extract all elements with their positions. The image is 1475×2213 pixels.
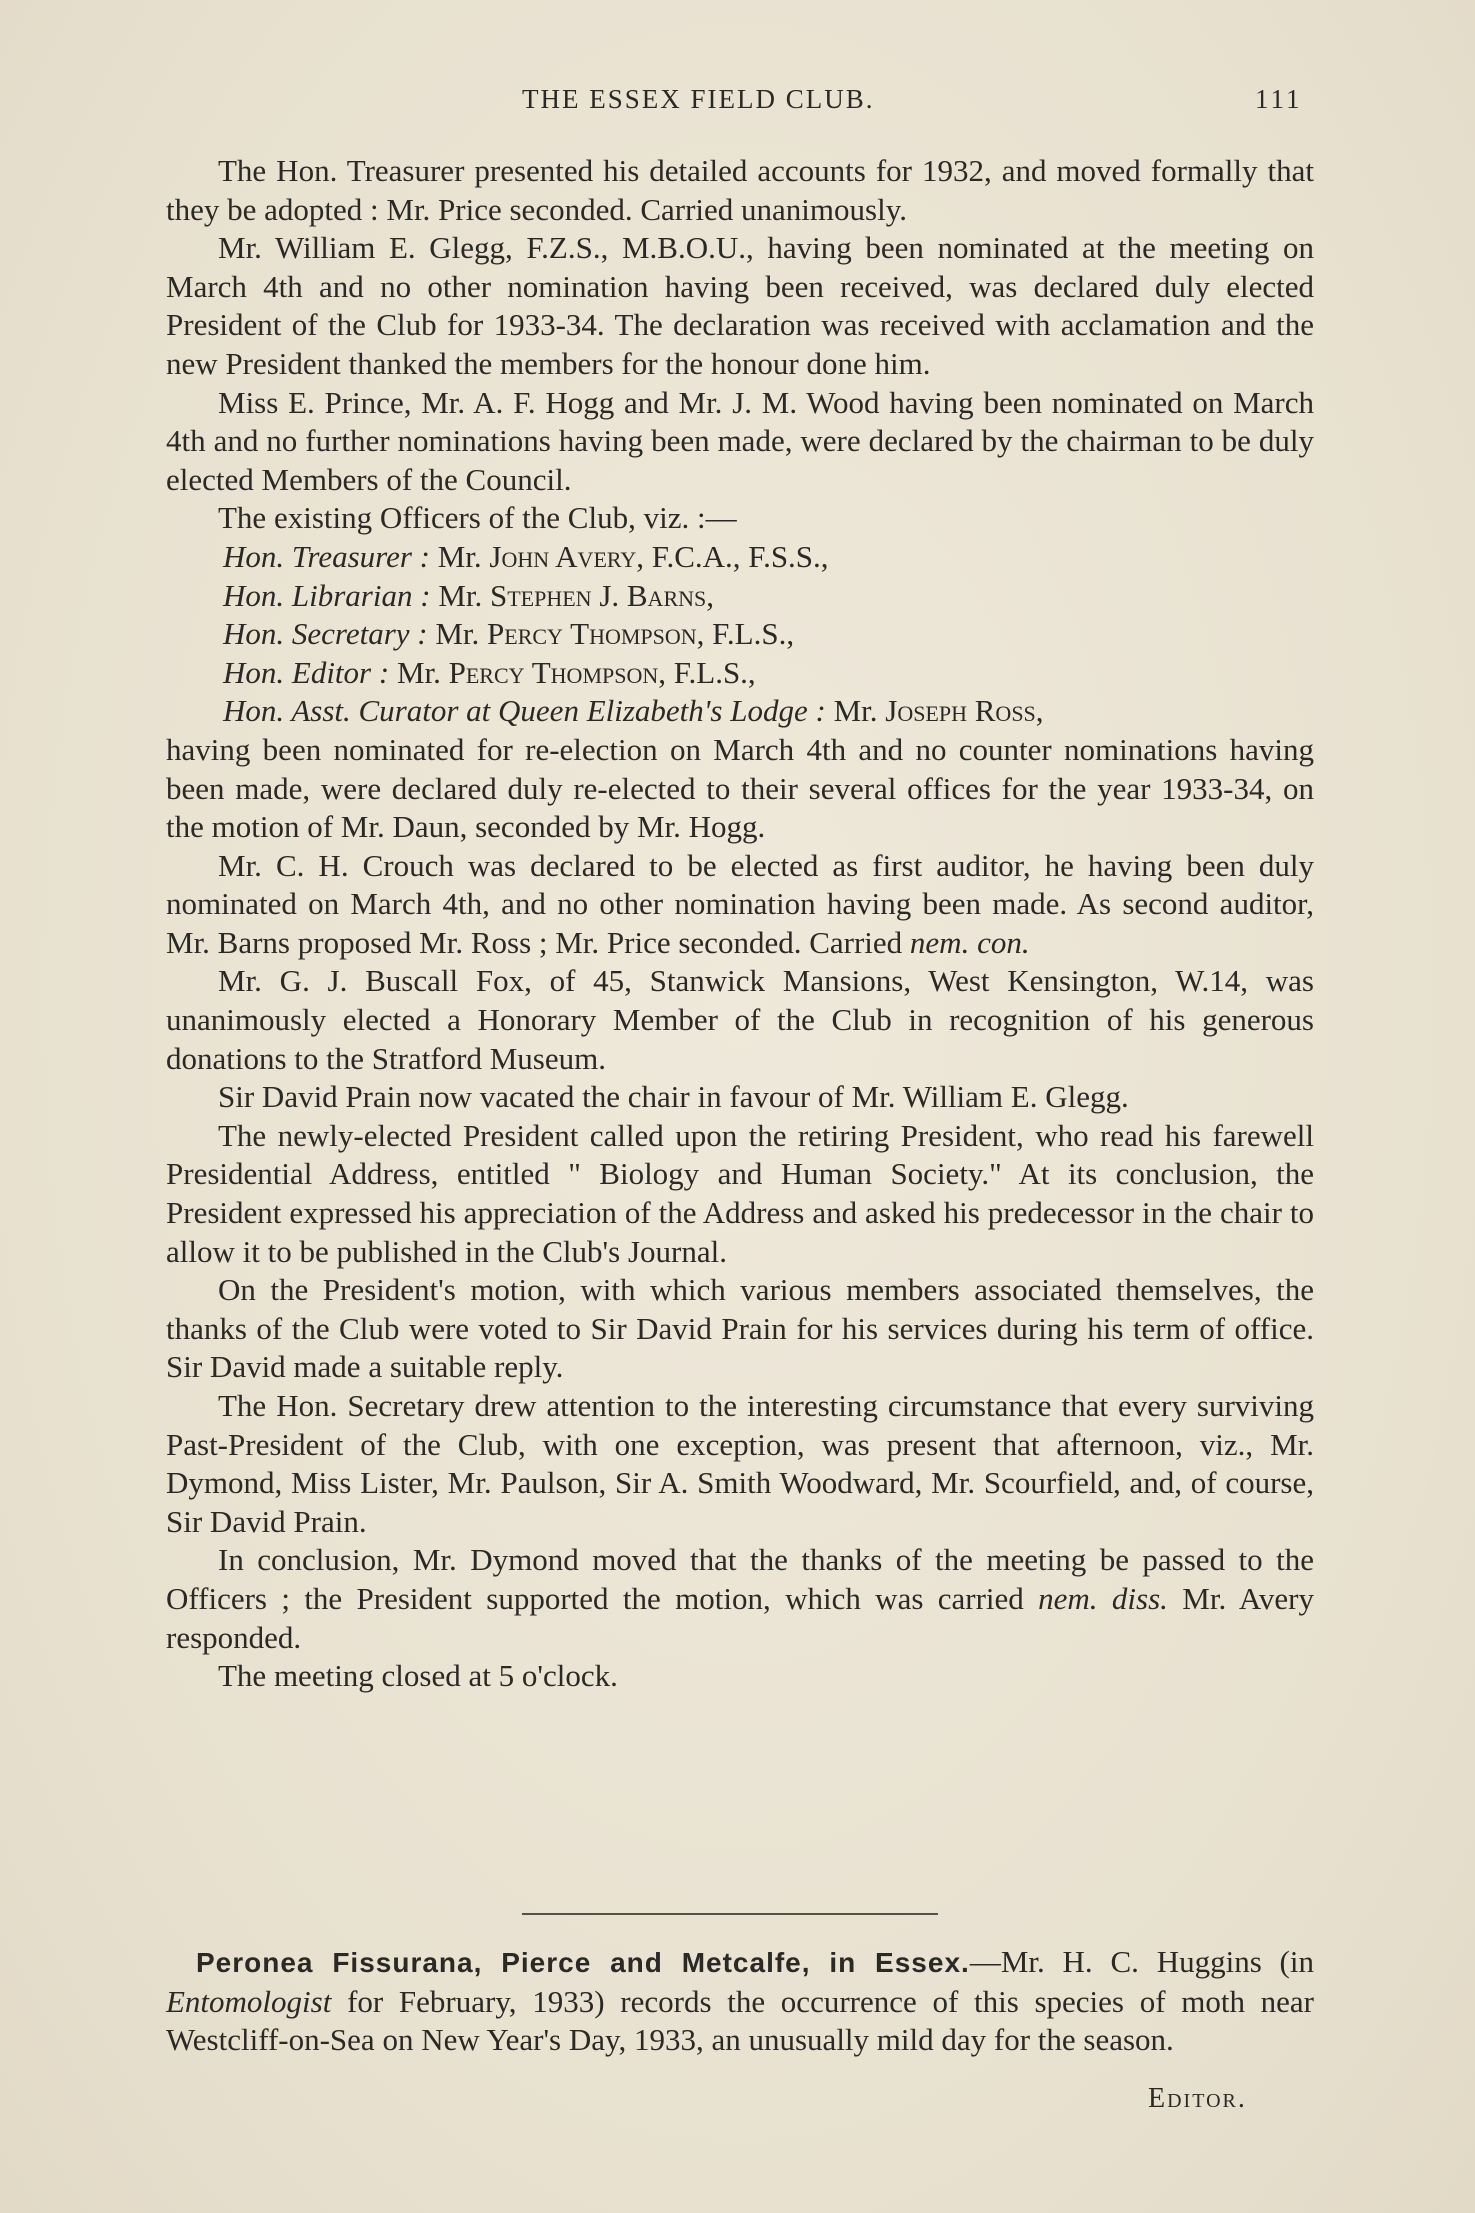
officer-role: Hon. Asst. Curator at Queen Elizabeth's Lodge : [223, 693, 826, 729]
officer-name: John Avery [489, 538, 637, 574]
officer-role: Hon. Librarian : [223, 577, 431, 613]
paragraph-thanks: On the President's motion, with which various members associated themselves, the thanks of the Club were voted to Sir David Prain for his services during his term of office. Sir David made a suitable reply. [166, 1272, 1314, 1385]
officer-line [166, 654, 1314, 693]
conclusion-tail: Mr. Avery responded. [166, 1580, 1315, 1655]
note-title: Peronea Fissurana, Pierce and Metcalfe, in Essex. [196, 1947, 970, 1978]
paragraph-president-election: Mr. William E. Glegg, F.Z.S., M.B.O.U., having been nominated at the meeting on March 4th and no other nomination having been received, was declared duly elected President of the Club for 1933-34. The declaration was received with acclamation and the new President thanked the members for the honour done him. [166, 230, 1314, 381]
running-title: THE ESSEX FIELD CLUB. [522, 84, 875, 114]
paragraph-chair-change: Sir David Prain now vacated the chair in favour of Mr. William E. Glegg. [218, 1079, 1129, 1115]
section-divider [522, 1913, 938, 1915]
page-number: 111 [1255, 84, 1303, 114]
auditors-latin: nem. con. [909, 924, 1030, 960]
officer-line [166, 538, 1314, 577]
editor-signature: Editor. [1148, 2083, 1247, 2114]
paragraph-closing: The meeting closed at 5 o'clock. [218, 1658, 618, 1694]
officer-name: Joseph Ross [885, 693, 1036, 729]
paragraph-conclusion [166, 1541, 1314, 1657]
conclusion-latin: nem. diss. [1038, 1580, 1168, 1616]
officer-title: Mr. [833, 693, 878, 729]
officer-title: Mr. [438, 577, 483, 613]
officer-title: Mr. [396, 654, 441, 690]
auditors-text: Mr. C. H. Crouch was declared to be elected as first auditor, he having been duly nominated on March 4th, and no other nomination having been made. As second auditor, Mr. Barns proposed Mr. Ross ; Mr. Price seconded. Carried [166, 847, 1314, 960]
officer-line [166, 577, 1314, 616]
officer-role: Hon. Secretary : [223, 616, 428, 652]
officer-name: Percy Thompson [448, 654, 659, 690]
paragraph-auditors [166, 847, 1314, 963]
species-note [166, 1943, 1314, 2060]
officer-suffix: , [1035, 693, 1044, 729]
officer-suffix: , [706, 577, 714, 613]
note-paragraph [166, 1943, 1314, 2060]
officer-title: Mr. [435, 616, 480, 652]
officer-suffix: , F.L.S., [696, 616, 795, 652]
paragraph-presidential-address: The newly-elected President called upon the retiring President, who read his farewell Presidential Address, entitled " Biology and Human Society." At its conclusion, the President expressed his appreciation of the Address and asked his predecessor in the chair to allow it to be published in the Club's Journal. [166, 1117, 1314, 1269]
officer-name: Percy Thompson [487, 616, 697, 652]
officer-title: Mr. [437, 538, 482, 574]
officer-role: Hon. Editor : [223, 654, 390, 690]
paragraph-officers-reelection: having been nominated for re-election on March 4th and no counter nominations having been made, were declared duly re-elected to their several offices for the year 1933-34, on the motion of Mr. Daun, seconded by Mr. Hogg. [166, 731, 1314, 845]
minutes-body [166, 152, 1314, 1696]
conclusion-text: In conclusion, Mr. Dymond moved that the thanks of the meeting be passed to the Officers ; the President supported the motion, which was carried [166, 1542, 1314, 1616]
paragraph-past-presidents: The Hon. Secretary drew attention to the interesting circumstance that every surviving Past-President of the Club, with one exception, was present that afternoon, viz., Mr. Dymond, Miss Lister, Mr. Paulson, Sir A. Smith Woodward, Mr. Scourfield, and, of course, Sir David Prain. [166, 1388, 1314, 1539]
paragraph-officers-intro: The existing Officers of the Club, viz. :— [218, 500, 737, 536]
paragraph-treasurer-accounts: The Hon. Treasurer presented his detailed accounts for 1932, and moved formally that they be adopted : Mr. Price seconded. Carried unanimously. [166, 153, 1314, 227]
note-text: for February, 1933) records the occurrence of this species of moth near Westcliff-on-Sea on New Year's Day, 1933, an unusually mild day for the season. [166, 1983, 1315, 2058]
note-lead: —Mr. H. C. Huggins (in [969, 1944, 1314, 1979]
paragraph-council-election: Miss E. Prince, Mr. A. F. Hogg and Mr. J. M. Wood having been nominated on March 4th and no further nominations having been made, were declared by the chairman to be duly elected Members of the Council. [166, 384, 1314, 497]
officer-line [166, 615, 1314, 654]
running-head [0, 84, 1475, 124]
officer-role: Hon. Treasurer : [223, 538, 430, 574]
note-journal: Entomologist [166, 1983, 332, 2019]
officer-suffix: , F.L.S., [658, 654, 756, 690]
officer-suffix: , F.C.A., F.S.S., [636, 538, 829, 574]
officer-name: Stephen J. Barns [490, 577, 707, 613]
officer-line [166, 692, 1314, 731]
paragraph-honorary-member: Mr. G. J. Buscall Fox, of 45, Stanwick Mansions, West Kensington, W.14, was unanimously elected a Honorary Member of the Club in recognition of his generous donations to the Stratford Museum. [166, 963, 1314, 1076]
